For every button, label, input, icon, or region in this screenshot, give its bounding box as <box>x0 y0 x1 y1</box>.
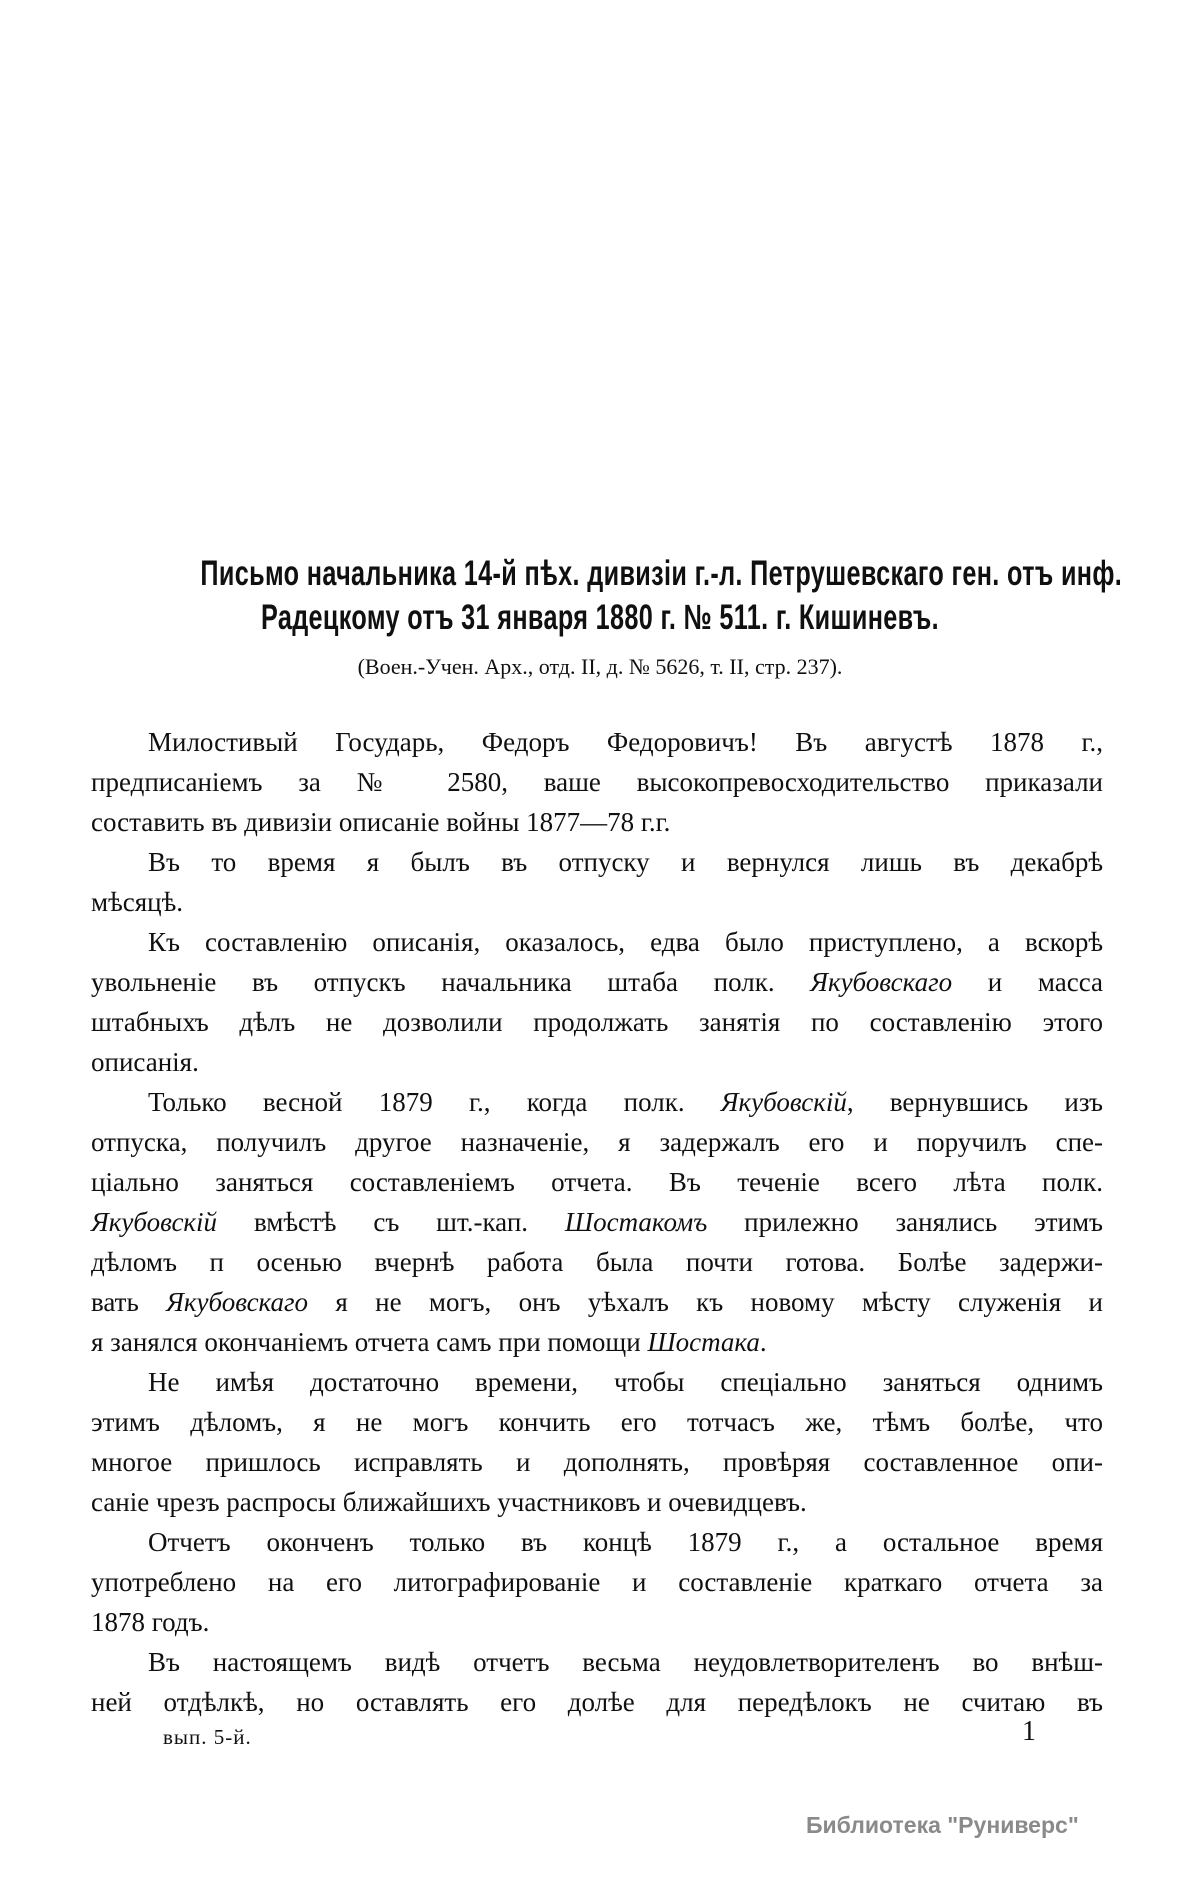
text-run: 1878 годъ. <box>91 1607 210 1637</box>
text-line <box>91 762 1103 802</box>
text-run: и масса <box>952 967 1103 997</box>
italic-proper-name: Якубовскаго <box>810 967 953 997</box>
text-run: вать <box>91 1287 167 1317</box>
page-number: 1 <box>1022 1716 1036 1747</box>
text-line <box>91 1402 1103 1442</box>
edition-label: вып. 5-й. <box>163 1725 252 1749</box>
text-run: мѣсяцѣ. <box>91 887 184 917</box>
text-run: этимъ дѣломъ, я не могъ кончить его тотчасъ же, тѣмъ болѣе, что <box>91 1407 1103 1437</box>
text-line <box>91 1442 1103 1482</box>
text-run: саніе чрезъ распросы ближайшихъ участниковъ и очевидцевъ. <box>91 1487 807 1517</box>
library-watermark: Библиотека "Руниверс" <box>806 1812 1079 1838</box>
italic-proper-name: Якубовскаго <box>166 1287 309 1317</box>
letter-title-line-2: Радецкому отъ 31 января 1880 г. № 511. г. Кишиневъ. <box>260 598 939 637</box>
text-line <box>91 1042 1103 1082</box>
text-run: я занялся окончаніемъ отчета самъ при помощи <box>91 1327 648 1357</box>
text-run: ціально заняться составленіемъ отчета. Въ теченіе всего лѣта полк. <box>91 1167 1103 1197</box>
text-line <box>91 1362 1103 1402</box>
text-run: составить въ дивизіи описаніе войны 1877—78 г.г. <box>91 807 671 837</box>
text-run: предписаніемъ за № 2580, ваше высокопревосходительство приказали <box>91 767 1103 797</box>
text-run: Въ настоящемъ видѣ отчетъ весьма неудовлетворителенъ во внѣш- <box>148 1647 1103 1677</box>
text-line <box>91 1602 1103 1642</box>
text-run: дѣломъ п осенью вчернѣ работа была почти готова. Болѣе задержи- <box>91 1247 1103 1277</box>
archive-reference: (Воен.-Учен. Арх., отд. II, д. № 5626, т. II, стр. 237). <box>357 654 843 679</box>
text-run: употреблено на его литографированіе и составленіе краткаго отчета за <box>91 1567 1103 1597</box>
text-run: Милостивый Государь, Федоръ Федоровичъ! Въ августѣ 1878 г., <box>148 727 1103 757</box>
text-line <box>91 802 1103 842</box>
text-line <box>91 1682 1103 1722</box>
letter-heading <box>45 552 1155 681</box>
text-line <box>91 1002 1103 1042</box>
text-line <box>91 1202 1103 1242</box>
text-line <box>91 722 1103 762</box>
text-line <box>91 1082 1103 1122</box>
text-line <box>91 1642 1103 1682</box>
text-run: Отчетъ оконченъ только въ концѣ 1879 г., а остальное время <box>148 1527 1103 1557</box>
text-run: я не могъ, онъ уѣхалъ къ новому мѣсту служенія и <box>308 1287 1103 1317</box>
text-run: отпуска, получилъ другое назначеніе, я задержалъ его и поручилъ спе- <box>91 1127 1103 1157</box>
text-line <box>91 1562 1103 1602</box>
text-run: Не имѣя достаточно времени, чтобы спеціально заняться однимъ <box>148 1367 1103 1397</box>
text-line <box>91 1322 1103 1362</box>
text-run: . <box>759 1327 767 1357</box>
text-run: описанія. <box>91 1047 199 1077</box>
italic-proper-name: Шостака <box>647 1327 760 1357</box>
text-run: вмѣстѣ съ шт.-кап. <box>217 1207 565 1237</box>
text-run: , вернувшись изъ <box>846 1087 1103 1117</box>
text-run: увольненіе въ отпускъ начальника штаба полк. <box>91 967 811 997</box>
text-line <box>91 962 1103 1002</box>
text-line <box>91 882 1103 922</box>
letter-title-line-1: Письмо начальника 14-й пѣх. дивизіи г.-л. Петрушевскаго ген. отъ инф. <box>200 554 1123 593</box>
text-run: прилежно занялись этимъ <box>707 1207 1103 1237</box>
text-line <box>91 1282 1103 1322</box>
text-line <box>91 1482 1103 1522</box>
text-run: Къ составленію описанія, оказалось, едва было приступлено, а вскорѣ <box>148 927 1103 957</box>
text-line <box>91 1122 1103 1162</box>
text-run: многое пришлось исправлять и дополнять, провѣряя составленное опи- <box>91 1447 1103 1477</box>
text-line <box>91 922 1103 962</box>
text-run: Только весной 1879 г., когда полк. <box>148 1087 721 1117</box>
text-line <box>91 1522 1103 1562</box>
letter-body-text <box>91 722 1103 1722</box>
italic-proper-name: Якубовскій <box>91 1207 218 1237</box>
text-line <box>91 1162 1103 1202</box>
text-run: штабныхъ дѣлъ не дозволили продолжать занятія по составленію этого <box>91 1007 1103 1037</box>
text-line <box>91 1242 1103 1282</box>
italic-proper-name: Шостакомъ <box>564 1207 708 1237</box>
text-run: Въ то время я былъ въ отпуску и вернулся лишь въ декабрѣ <box>148 847 1103 877</box>
italic-proper-name: Якубовскій <box>720 1087 847 1117</box>
text-line <box>91 842 1103 882</box>
text-run: ней отдѣлкѣ, но оставлять его долѣе для передѣлокъ не считаю въ <box>91 1687 1103 1717</box>
